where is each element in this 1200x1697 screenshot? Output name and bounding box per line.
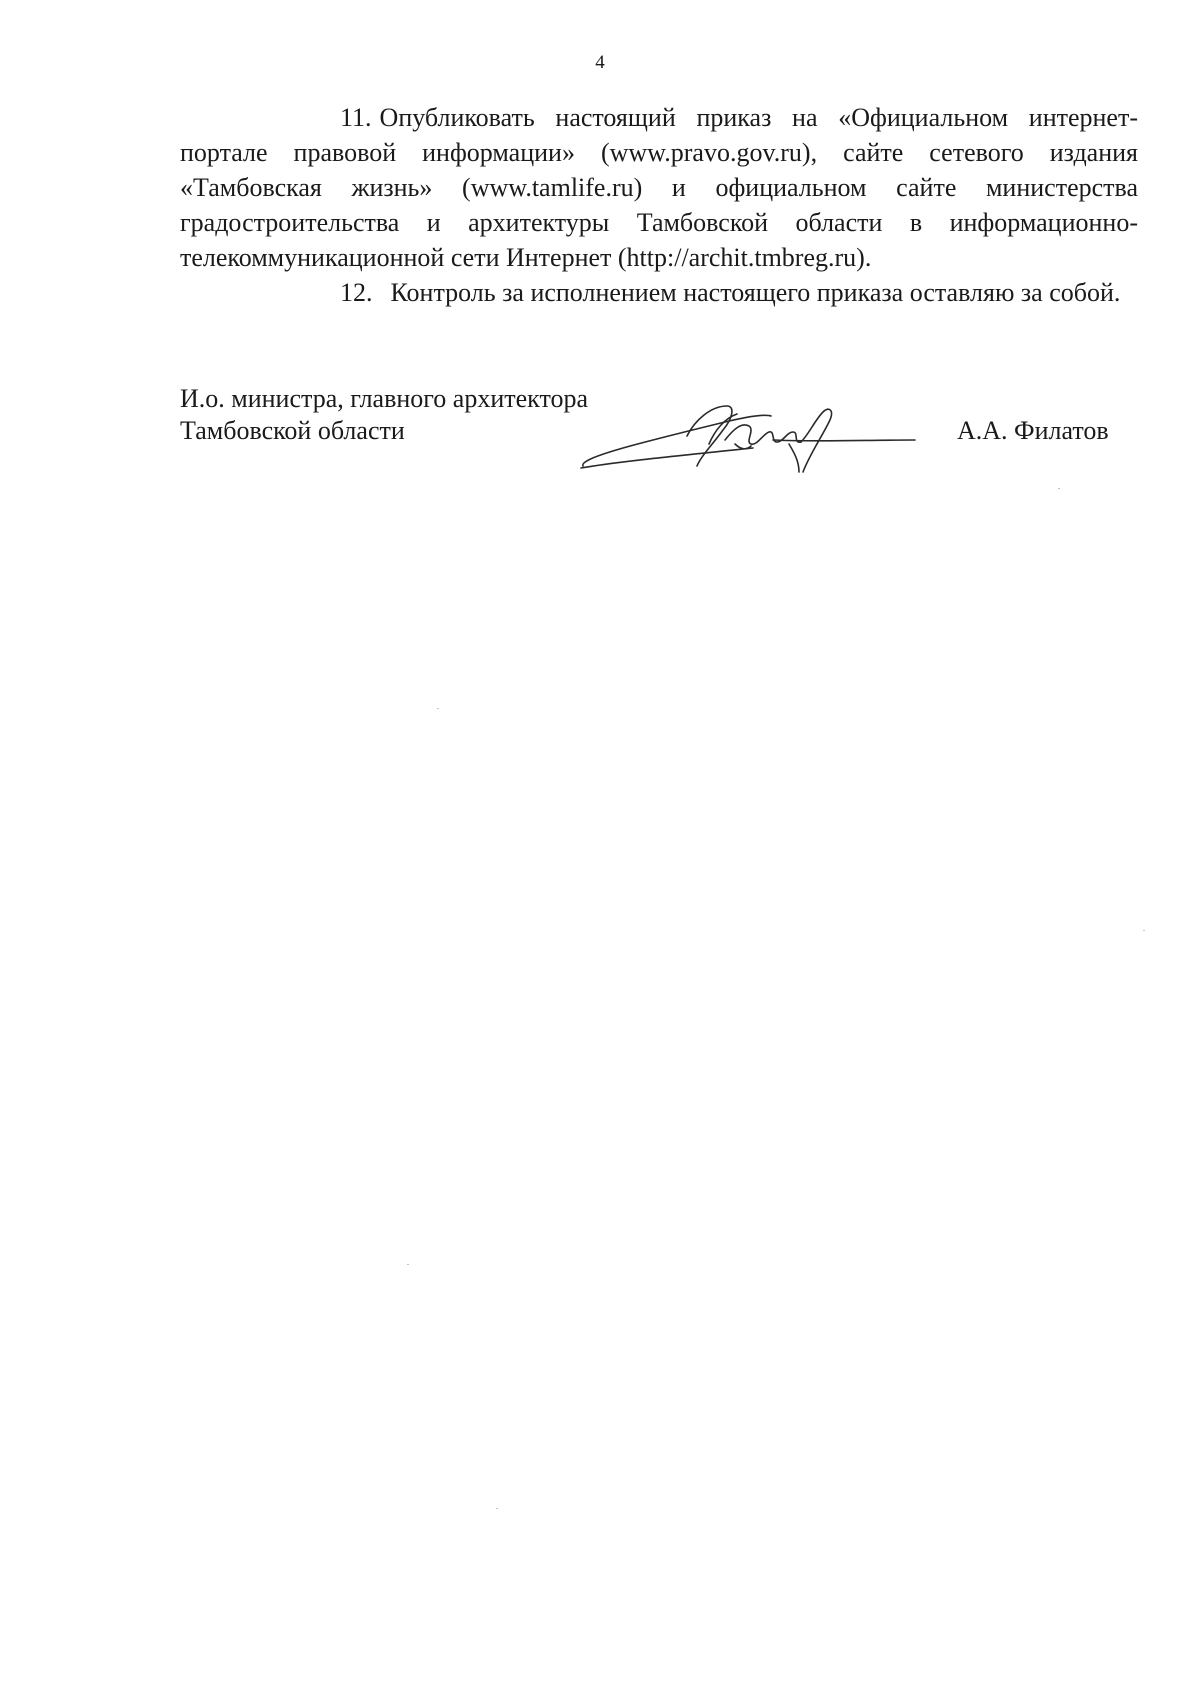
scan-speck <box>1058 488 1060 489</box>
paragraph-number: 11. <box>340 103 372 132</box>
document-body <box>180 100 1138 310</box>
paragraph-12 <box>180 275 1138 310</box>
scan-speck <box>437 708 439 709</box>
paragraph-number: 12. <box>340 278 373 307</box>
position-line: Тамбовской области <box>180 416 405 445</box>
scan-speck <box>1143 930 1145 931</box>
handwritten-signature <box>575 400 935 480</box>
paragraph-text: Контроль за исполнением настоящего приказа оставляю за собой. <box>390 278 1121 307</box>
scan-speck <box>496 1508 498 1509</box>
scan-speck <box>407 1264 409 1265</box>
signatory-name: А.А. Филатов <box>957 416 1109 445</box>
position-line: И.о. министра, главного архитектора <box>180 384 589 413</box>
page-number: 4 <box>595 52 605 73</box>
paragraph-11 <box>180 100 1138 275</box>
paragraph-text: Опубликовать настоящий приказ на «Официальном интернет-портале правовой информации» (www.pravo.gov.ru), сайте сетевого издания «Тамбовская жизнь» (www.tamlife.ru) и официальном сайте министерства градостроительства и архитектуры Тамбовской области в информационно-телекоммуникационной сети Интернет (http://archit.tmbreg.ru). <box>180 103 1138 272</box>
signatory-position <box>180 383 588 447</box>
